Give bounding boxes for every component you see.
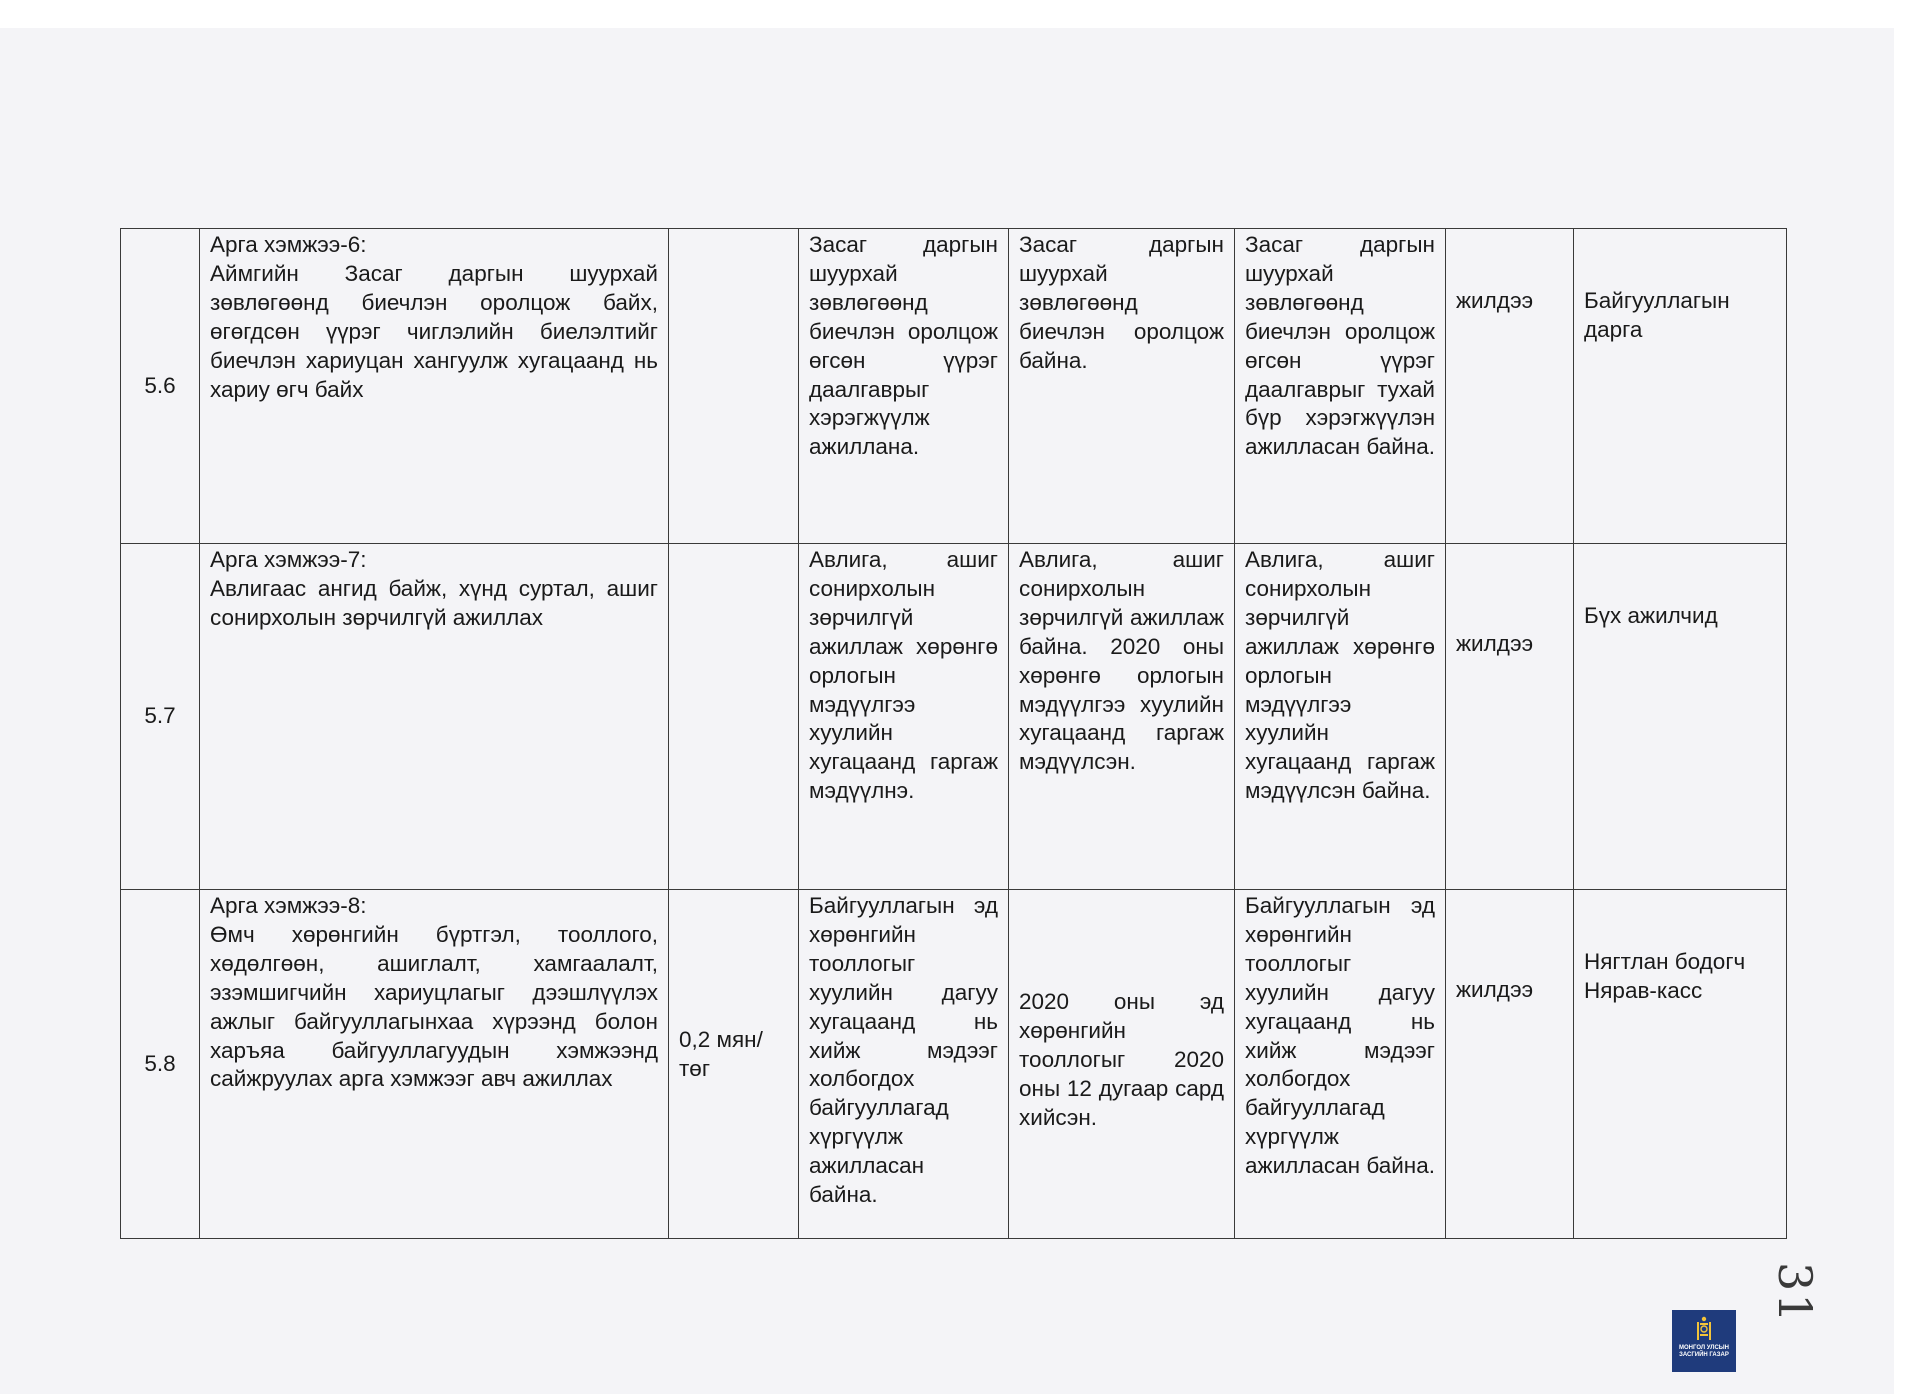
row-number: 5.7 [121,544,200,890]
measure-title: Арга хэмжээ-8: [210,893,367,918]
budget-cell [669,544,799,890]
government-stamp [1672,1310,1736,1372]
scan-top-margin [0,0,1920,28]
measure-cell [200,229,669,544]
responsible-line: Нягтлан бодогч [1584,949,1746,974]
budget-cell [669,229,799,544]
soyombo-emblem-icon [1695,1316,1713,1342]
measure-cell [200,544,669,890]
result-cell: Байгууллагын эд хөрөнгийн тооллогыг хуулийн дагуу хугацаанд нь хийж мэдээг холбогдох байгууллагад хүргүүлж ажилласан байна. [1235,890,1446,1239]
responsible-cell: Бүх ажилчид [1574,544,1787,890]
table-row [121,544,1787,890]
measure-description: Авлигаас ангид байж, хүнд суртал, ашиг сонирхолын зөрчилгүй ажиллах [210,575,658,630]
expected-result-cell: Авлига, ашиг сонирхолын зөрчилгүй ажиллаж хөрөнгө орлогын мэдүүлгээ хуулийн хугацаанд гаргаж мэдүүлнэ. [799,544,1009,890]
row-number: 5.6 [121,229,200,544]
result-cell: Засаг даргын шуурхай зөвлөгөөнд биечлэн оролцож өгсөн үүрэг даалгаврыг тухай бүр хэрэгжүүлэн ажилласан байна. [1235,229,1446,544]
table-row [121,229,1787,544]
progress-cell: Засаг даргын шуурхай зөвлөгөөнд биечлэн оролцож байна. [1009,229,1235,544]
period-cell: жилдээ [1446,544,1574,890]
measure-title: Арга хэмжээ-6: [210,232,367,257]
responsible-cell: Байгууллагын дарга [1574,229,1787,544]
measure-title: Арга хэмжээ-7: [210,547,367,572]
responsible-cell [1574,890,1787,1239]
measure-cell [200,890,669,1239]
stamp-line: ЗАСГИЙН ГАЗАР [1679,1352,1729,1358]
expected-result-cell: Байгууллагын эд хөрөнгийн тооллогыг хуулийн дагуу хугацаанд нь хийж мэдээг холбогдох байгууллагад хүргүүлж ажилласан байна. [799,890,1009,1239]
period-cell: жилдээ [1446,229,1574,544]
scan-right-margin [1894,0,1920,1394]
row-number: 5.8 [121,890,200,1239]
result-cell: Авлига, ашиг сонирхолын зөрчилгүй ажиллаж хөрөнгө орлогын мэдүүлгээ хуулийн хугацаанд гаргаж мэдүүлсэн байна. [1235,544,1446,890]
action-plan-table [120,228,1787,1239]
page-number: 31 [1768,1262,1822,1325]
progress-cell: 2020 оны эд хөрөнгийн тооллогыг 2020 оны 12 дугаар сард хийсэн. [1009,890,1235,1239]
measure-description: Аймгийн Засаг даргын шуурхай зөвлөгөөнд биечлэн оролцож байх, өгөгдсөн үүрэг чиглэлийн биелэлтийг биечлэн хариуцан хангуулж хугацаанд нь хариу өгч байх [210,260,658,402]
measure-description: Өмч хөрөнгийн бүртгэл, тооллого, хөдөлгөөн, ашиглалт, хамгаалалт, эзэмшигчийн хариуцлагыг дээшлүүлэх ажлыг байгууллагынхаа хүрээнд болон харъяа байгууллагуудын хэмжээнд сайжруулах арга хэмжээг авч ажиллах [210,921,658,1092]
period-cell: жилдээ [1446,890,1574,1239]
stamp-line: МОНГОЛ УЛСЫН [1679,1345,1729,1351]
progress-cell: Авлига, ашиг сонирхолын зөрчилгүй ажиллаж байна. 2020 оны хөрөнгө орлогын мэдүүлгээ хуулийн хугацаанд гаргаж мэдүүлсэн. [1009,544,1235,890]
table-row [121,890,1787,1239]
responsible-line: Нярав-касс [1584,977,1703,1003]
budget-cell: 0,2 мян/төг [669,890,799,1239]
expected-result-cell: Засаг даргын шуурхай зөвлөгөөнд биечлэн оролцож өгсөн үүрэг даалгаврыг хэрэгжүүлж ажиллана. [799,229,1009,544]
